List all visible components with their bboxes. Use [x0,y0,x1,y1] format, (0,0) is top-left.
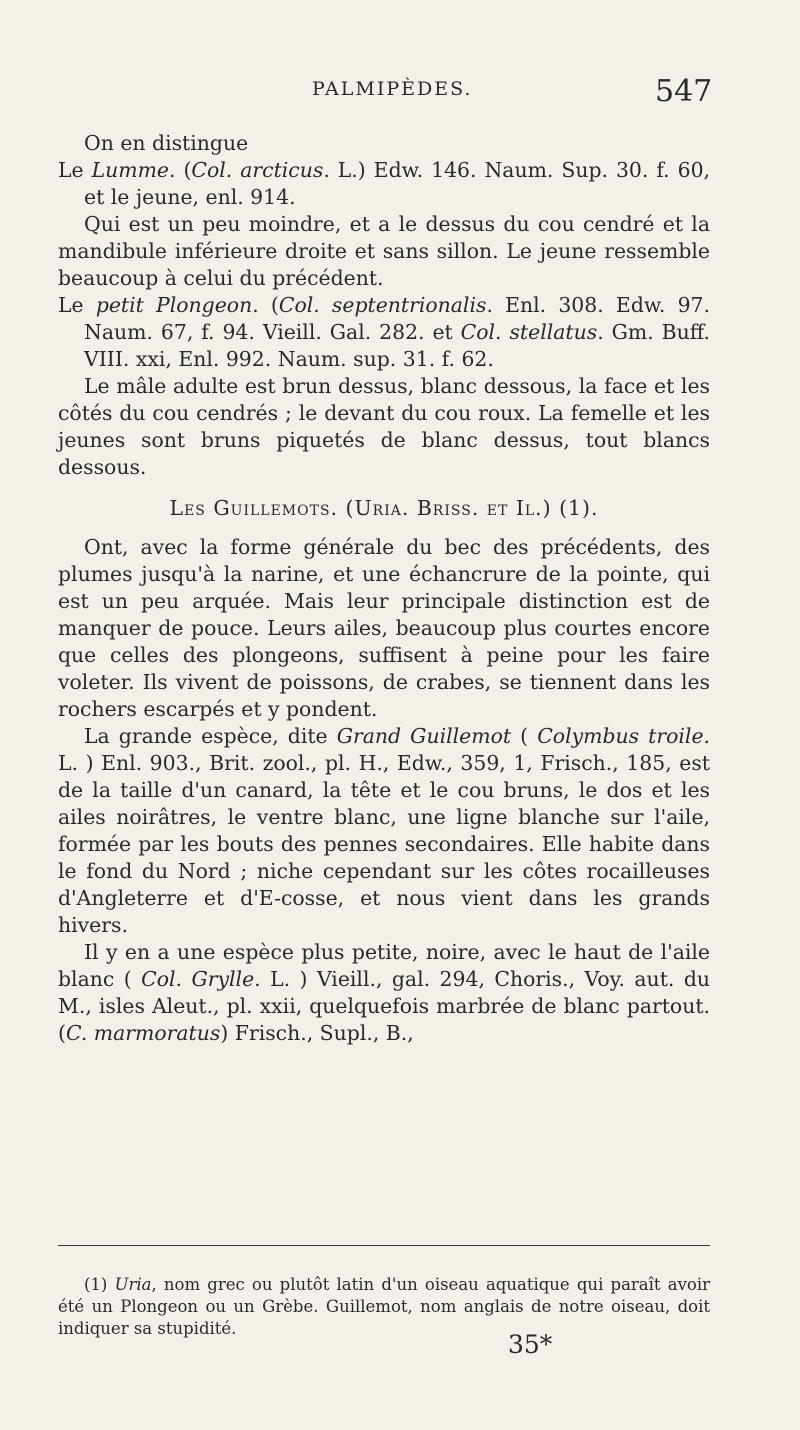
entry-petit-plongeon [58,292,710,373]
entry-lumme [58,157,710,211]
species-name: Grand Guillemot [336,724,512,748]
separator: ( [511,724,538,748]
references: . Gm. Buff. VIII. xxi, Enl. 992. Naum. sup. 31. f. 62. [84,320,710,371]
latin-name: Colymbus troile [537,724,704,748]
text-span: . L. ) Enl. 903., Brit. zool., pl. H., Edw., 359, 1, Frisch., 185, est de la taille d'un canard, la tête et le cou bruns, le dos et les ailes noirâtres, le ventre blanc, une ligne blanche sur l'aile, formée par les bouts des pennes secondaires. Elle habite dans le fond du Nord ; niche cependant sur les côtes rocailleuses d'Angleterre et d'E-cosse, et nous vient dans les grands hivers. [58,724,710,937]
footnote-text: , nom grec ou plutôt latin d'un oiseau aquatique qui paraît avoir été un Plongeon ou un Grèbe. Guillemot, nom anglais de notre oiseau, doit indiquer sa stupidité. [58,1274,710,1338]
text-span: La grande espèce, dite [84,724,337,748]
separator: . ( [252,293,279,317]
petite-espece-paragraph [58,939,710,1047]
references: . Enl. 308. Edw. 97. Naum. 67, f. 94. Vieill. Gal. 282. et [84,293,710,344]
footnote-rule [58,1245,710,1246]
section-genus: Uria [354,496,402,520]
latin-name: Col. stellatus [460,320,598,344]
intro-text: On en distingue [84,131,249,155]
section-title [58,495,710,522]
latin-name: Col. Grylle [141,967,255,991]
text-span: ) Frisch., Supl., B., [220,1021,414,1045]
section-title-end: . Briss. et Il.) (1). [401,496,599,520]
page-number: 547 [655,74,713,109]
latin-name: C. marmoratus [65,1021,221,1045]
latin-name: Col. septentrionalis [278,293,487,317]
signature-mark: 35* [508,1330,553,1359]
footnote [58,1274,710,1340]
species-name: Lumme [91,158,169,182]
guillemots-description: Ont, avec la forme générale du bec des précédents, des plumes jusqu'à la narine, et une échancrure de la pointe, qui est un peu arquée. Mais leur principale distinction est de manquer de pouce. Leurs ailes, beaucoup plus courtes encore que celles des plongeons, suffisent à peine pour les faire voleter. Ils vivent de poissons, de crabes, se tiennent dans les rochers escarpés et y pondent. [58,535,710,721]
species-name: petit Plongeon [95,293,253,317]
grand-guillemot-paragraph [58,723,710,939]
footnote-mark: (1) [84,1274,115,1294]
main-text [58,130,710,1047]
page-header [0,74,800,114]
latin-name: Col. arcticus [191,158,324,182]
petit-plongeon-description: Le mâle adulte est brun dessus, blanc dessous, la face et les côtés du cou cendrés ; le devant du cou roux. La femelle et les jeunes sont bruns piquetés de blanc dessus, tout blancs dessous. [58,374,710,479]
separator: . ( [169,158,192,182]
running-head: PALMIPÈDES. [312,78,473,100]
lumme-description: Qui est un peu moindre, et a le dessus du cou cendré et la mandibule inférieure droite et sans sillon. Le jeune ressemble beaucoup à celui du précédent. [58,212,710,290]
references: . L.) Edw. 146. Naum. Sup. 30. f. 60, et le jeune, enl. 914. [84,158,711,209]
footnote-term: Uria [114,1274,152,1294]
entry-label: Le [58,293,96,317]
section-title-start: Les Guillemots. ( [169,496,355,520]
text-span: . L. ) Vieill., gal. 294, Choris., Voy. aut. du M., isles Aleut., pl. xxii, quelquefois marbrée de blanc partout. ( [58,967,711,1045]
text-span: Il y en a une espèce plus petite, noire, avec le haut de l'aile blanc ( [58,940,710,991]
entry-label: Le [58,158,92,182]
intro-line [58,130,710,157]
